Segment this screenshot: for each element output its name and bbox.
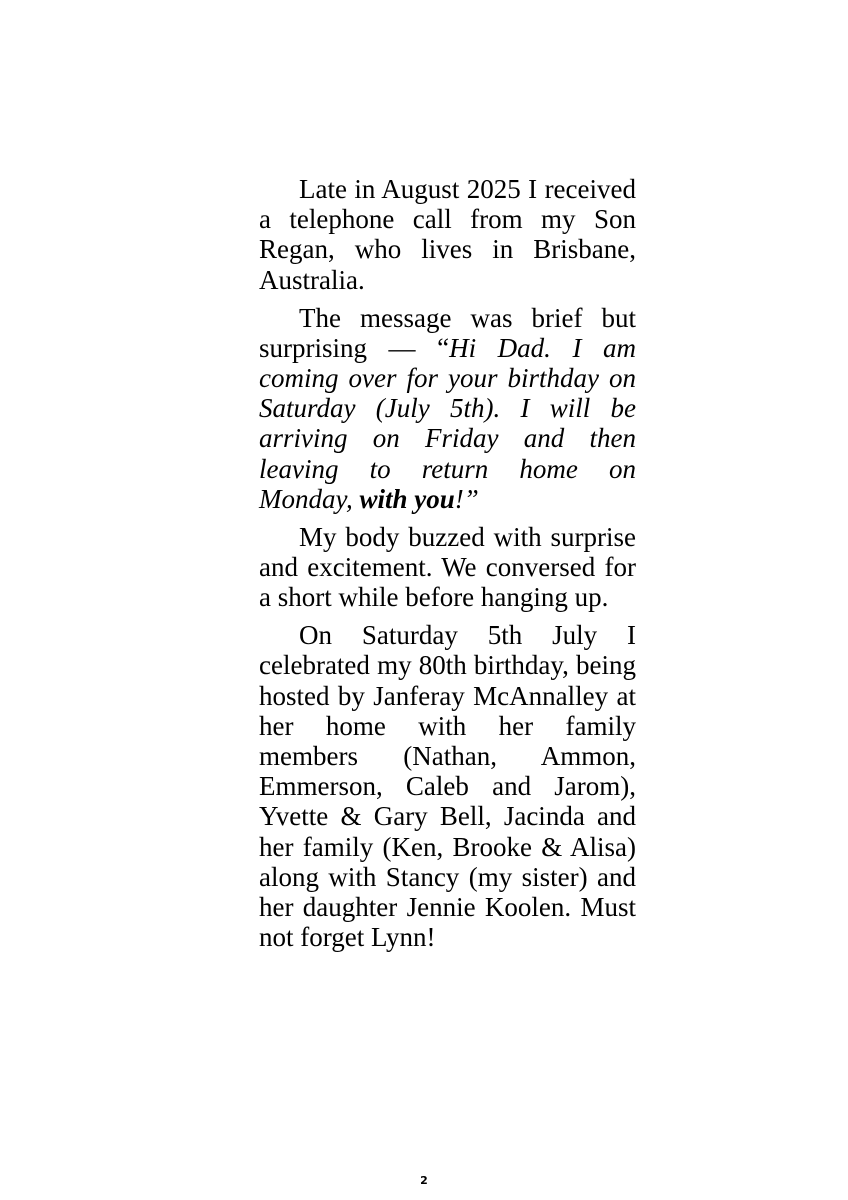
- paragraph-message: [259, 303, 636, 514]
- paragraph-phone-call: Late in August 2025 I received a telephone call from my Son Regan, who lives in Brisbane, Australia.: [259, 174, 636, 295]
- paragraph-birthday: On Saturday 5th July I celebrated my 80th birthday, being hosted by Janferay McAnnalley at her home with her family members (Nathan, Ammon, Emmerson, Caleb and Jarom), Yvette & Gary Bell, Jacinda and her family (Ken, Brooke & Alisa) along with Stancy (my sister) and her daughter Jennie Koolen. Must not forget Lynn!: [259, 620, 636, 953]
- page-number: 2: [420, 1174, 428, 1187]
- body-text: [259, 174, 636, 960]
- paragraph-excitement: My body buzzed with surprise and excitement. We conversed for a short while before hanging up.: [259, 521, 636, 613]
- message-quote-text: Hi Dad. I am coming over for your birthday on Saturday (July 5th). I will be arriving on Friday and then leaving to return home on Monday,: [259, 332, 636, 514]
- message-quote-end: !”: [454, 483, 479, 514]
- message-emphasis: with you: [359, 483, 455, 514]
- message-lead: The message was brief but surprising — “: [259, 302, 636, 363]
